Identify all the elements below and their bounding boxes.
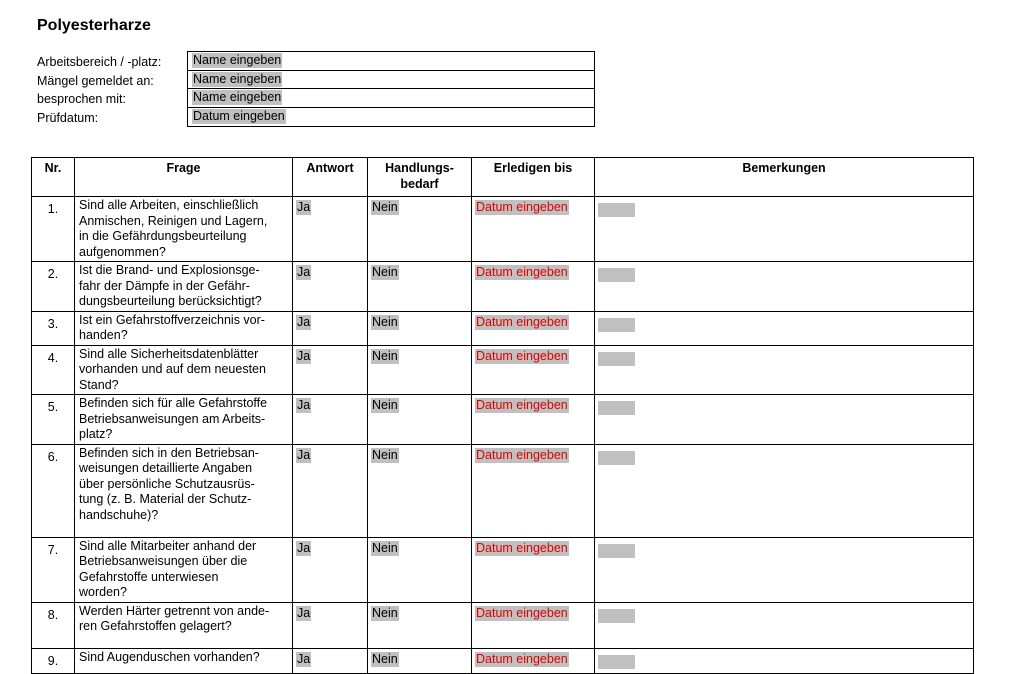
action-needed-field[interactable]: Nein bbox=[372, 447, 398, 462]
remarks-cell bbox=[595, 197, 974, 262]
answer-field[interactable]: Ja bbox=[297, 447, 311, 462]
due-date-cell bbox=[472, 395, 595, 445]
header-frage: Frage bbox=[75, 158, 293, 197]
meta-label-besprochen: besprochen mit: bbox=[37, 92, 126, 107]
due-date-cell bbox=[472, 537, 595, 602]
question-text bbox=[75, 345, 293, 395]
row-number: 9. bbox=[32, 648, 75, 674]
row-number: 5. bbox=[32, 395, 75, 445]
table-row bbox=[32, 262, 974, 312]
answer-field[interactable]: Ja bbox=[297, 540, 311, 555]
row-number: 7. bbox=[32, 537, 75, 602]
question-line: handen? bbox=[79, 328, 128, 342]
question-line: worden? bbox=[79, 585, 127, 599]
due-date-cell bbox=[472, 602, 595, 648]
action-needed-cell bbox=[368, 311, 472, 345]
row-number: 2. bbox=[32, 262, 75, 312]
due-date-cell bbox=[472, 345, 595, 395]
question-text bbox=[75, 395, 293, 445]
question-text bbox=[75, 648, 293, 674]
remarks-cell bbox=[595, 537, 974, 602]
row-number: 4. bbox=[32, 345, 75, 395]
action-needed-cell bbox=[368, 395, 472, 445]
remarks-cell bbox=[595, 395, 974, 445]
question-text bbox=[75, 311, 293, 345]
header-handlungsbedarf bbox=[368, 158, 472, 197]
maengel-field[interactable]: Name eingeben bbox=[193, 71, 282, 86]
action-needed-cell bbox=[368, 648, 472, 674]
question-line: weisungen detaillierte Angaben bbox=[79, 461, 253, 475]
pruefdatum-field[interactable]: Datum eingeben bbox=[193, 109, 285, 124]
table-row bbox=[32, 395, 974, 445]
due-date-field[interactable]: Datum eingeben bbox=[476, 200, 568, 214]
meta-row-arbeitsbereich bbox=[188, 52, 594, 71]
answer-cell bbox=[293, 602, 368, 648]
remarks-field[interactable] bbox=[598, 451, 635, 465]
meta-row-maengel bbox=[188, 71, 594, 90]
table-row bbox=[32, 345, 974, 395]
due-date-field[interactable]: Datum eingeben bbox=[476, 314, 568, 329]
table-row bbox=[32, 197, 974, 262]
due-date-cell bbox=[472, 197, 595, 262]
remarks-field[interactable] bbox=[598, 352, 635, 366]
question-text bbox=[75, 197, 293, 262]
meta-labels bbox=[37, 53, 161, 128]
document-title: Polyesterharze bbox=[37, 17, 151, 34]
answer-field[interactable]: Ja bbox=[297, 314, 311, 329]
remarks-field[interactable] bbox=[598, 203, 635, 217]
checklist-table bbox=[31, 157, 974, 674]
remarks-cell bbox=[595, 602, 974, 648]
due-date-field[interactable]: Datum eingeben bbox=[476, 651, 568, 666]
question-line: aufgenommen? bbox=[79, 244, 166, 259]
due-date-cell bbox=[472, 262, 595, 312]
question-line: dungsbeurteilung berücksichtigt? bbox=[79, 294, 262, 308]
header-bemerkungen: Bemerkungen bbox=[595, 158, 974, 197]
table-row bbox=[32, 311, 974, 345]
question-text bbox=[75, 602, 293, 648]
row-number: 6. bbox=[32, 444, 75, 537]
answer-field[interactable]: Ja bbox=[297, 398, 311, 412]
due-date-cell bbox=[472, 311, 595, 345]
action-needed-field[interactable]: Nein bbox=[372, 200, 398, 214]
remarks-cell bbox=[595, 444, 974, 537]
remarks-cell bbox=[595, 648, 974, 674]
header-erledigen: Erledigen bis bbox=[472, 158, 595, 197]
meta-row-pruefdatum bbox=[188, 108, 594, 126]
answer-cell bbox=[293, 537, 368, 602]
question-line: über persönliche Schutzausrüs- bbox=[79, 476, 255, 491]
action-needed-cell bbox=[368, 444, 472, 537]
action-needed-field[interactable]: Nein bbox=[372, 651, 398, 666]
table-row bbox=[32, 537, 974, 602]
question-line: Befinden sich in den Betriebsan- bbox=[79, 445, 259, 460]
question-line: Betriebsanweisungen über die bbox=[79, 554, 248, 568]
action-needed-field[interactable]: Nein bbox=[372, 314, 398, 329]
action-needed-field[interactable]: Nein bbox=[372, 398, 398, 412]
remarks-cell bbox=[595, 311, 974, 345]
arbeitsbereich-field[interactable]: Name eingeben bbox=[193, 53, 282, 67]
remarks-field[interactable] bbox=[598, 401, 635, 415]
question-line: Sind alle Mitarbeiter anhand der bbox=[79, 538, 257, 553]
question-line: Sind alle Arbeiten, einschließlich bbox=[79, 198, 259, 212]
question-line: Werden Härter getrennt von ande- bbox=[79, 603, 270, 618]
due-date-field[interactable]: Datum eingeben bbox=[476, 398, 568, 412]
answer-field[interactable]: Ja bbox=[297, 651, 311, 666]
answer-cell bbox=[293, 197, 368, 262]
meta-label-maengel: Mängel gemeldet an: bbox=[37, 73, 154, 88]
remarks-field[interactable] bbox=[598, 544, 635, 558]
answer-cell bbox=[293, 444, 368, 537]
question-line: Ist die Brand- und Explosionsge- bbox=[79, 263, 260, 277]
table-row bbox=[32, 444, 974, 537]
action-needed-cell bbox=[368, 602, 472, 648]
question-line: handschuhe)? bbox=[79, 507, 159, 522]
action-needed-field[interactable]: Nein bbox=[372, 348, 398, 363]
answer-cell bbox=[293, 648, 368, 674]
header-antwort: Antwort bbox=[293, 158, 368, 197]
due-date-cell bbox=[472, 648, 595, 674]
question-text bbox=[75, 262, 293, 312]
action-needed-field[interactable]: Nein bbox=[372, 540, 398, 555]
action-needed-cell bbox=[368, 197, 472, 262]
question-line: vorhanden und auf dem neuesten bbox=[79, 362, 266, 376]
question-line: fahr der Dämpfe in der Gefähr- bbox=[79, 278, 250, 293]
due-date-field[interactable]: Datum eingeben bbox=[476, 348, 568, 363]
remarks-field[interactable] bbox=[598, 609, 635, 623]
header-handlungs-line1: Handlungs- bbox=[385, 161, 454, 175]
due-date-cell bbox=[472, 444, 595, 537]
header-nr: Nr. bbox=[32, 158, 75, 197]
answer-cell bbox=[293, 262, 368, 312]
meta-fields bbox=[187, 51, 595, 127]
question-line: Befinden sich für alle Gefahrstoffe bbox=[79, 396, 268, 410]
answer-field[interactable]: Ja bbox=[297, 200, 311, 214]
due-date-field[interactable]: Datum eingeben bbox=[476, 605, 568, 620]
table-row bbox=[32, 602, 974, 648]
table-row bbox=[32, 648, 974, 674]
question-line: Stand? bbox=[79, 377, 119, 392]
table-header-row bbox=[32, 158, 974, 197]
action-needed-cell bbox=[368, 262, 472, 312]
meta-label-pruefdatum: Prüfdatum: bbox=[37, 111, 99, 126]
remarks-cell bbox=[595, 262, 974, 312]
action-needed-field[interactable]: Nein bbox=[372, 265, 398, 279]
answer-field[interactable]: Ja bbox=[297, 265, 311, 279]
question-line: Sind Augenduschen vorhanden? bbox=[79, 649, 260, 664]
meta-label-arbeitsbereich: Arbeitsbereich / -platz: bbox=[37, 55, 162, 69]
due-date-field[interactable]: Datum eingeben bbox=[476, 447, 568, 462]
remarks-field[interactable] bbox=[598, 318, 635, 332]
question-text bbox=[75, 444, 293, 537]
answer-cell bbox=[293, 345, 368, 395]
row-number: 3. bbox=[32, 311, 75, 345]
question-text bbox=[75, 537, 293, 602]
row-number: 8. bbox=[32, 602, 75, 648]
question-line: Gefahrstoffe unterwiesen bbox=[79, 569, 219, 584]
answer-cell bbox=[293, 311, 368, 345]
question-line: Betriebsanweisungen am Arbeits- bbox=[79, 411, 266, 426]
row-number: 1. bbox=[32, 197, 75, 262]
answer-field[interactable]: Ja bbox=[297, 605, 311, 620]
answer-field[interactable]: Ja bbox=[297, 348, 311, 363]
due-date-field[interactable]: Datum eingeben bbox=[476, 265, 568, 279]
answer-cell bbox=[293, 395, 368, 445]
remarks-field[interactable] bbox=[598, 268, 635, 282]
due-date-field[interactable]: Datum eingeben bbox=[476, 540, 568, 555]
header-handlungs-line2: bedarf bbox=[400, 176, 439, 191]
question-line: in die Gefährdungsbeurteilung bbox=[79, 229, 247, 243]
question-line: tung (z. B. Material der Schutz- bbox=[79, 492, 252, 506]
meta-row-besprochen bbox=[188, 89, 594, 108]
remarks-cell bbox=[595, 345, 974, 395]
question-line: Ist ein Gefahrstoffverzeichnis vor- bbox=[79, 312, 265, 327]
besprochen-field[interactable]: Name eingeben bbox=[193, 90, 282, 105]
action-needed-cell bbox=[368, 345, 472, 395]
action-needed-field[interactable]: Nein bbox=[372, 605, 398, 620]
question-line: Sind alle Sicherheitsdatenblätter bbox=[79, 346, 259, 361]
question-line: Anmischen, Reinigen und Lagern, bbox=[79, 213, 268, 228]
question-line: platz? bbox=[79, 427, 113, 441]
question-line: ren Gefahrstoffen gelagert? bbox=[79, 619, 232, 633]
action-needed-cell bbox=[368, 537, 472, 602]
